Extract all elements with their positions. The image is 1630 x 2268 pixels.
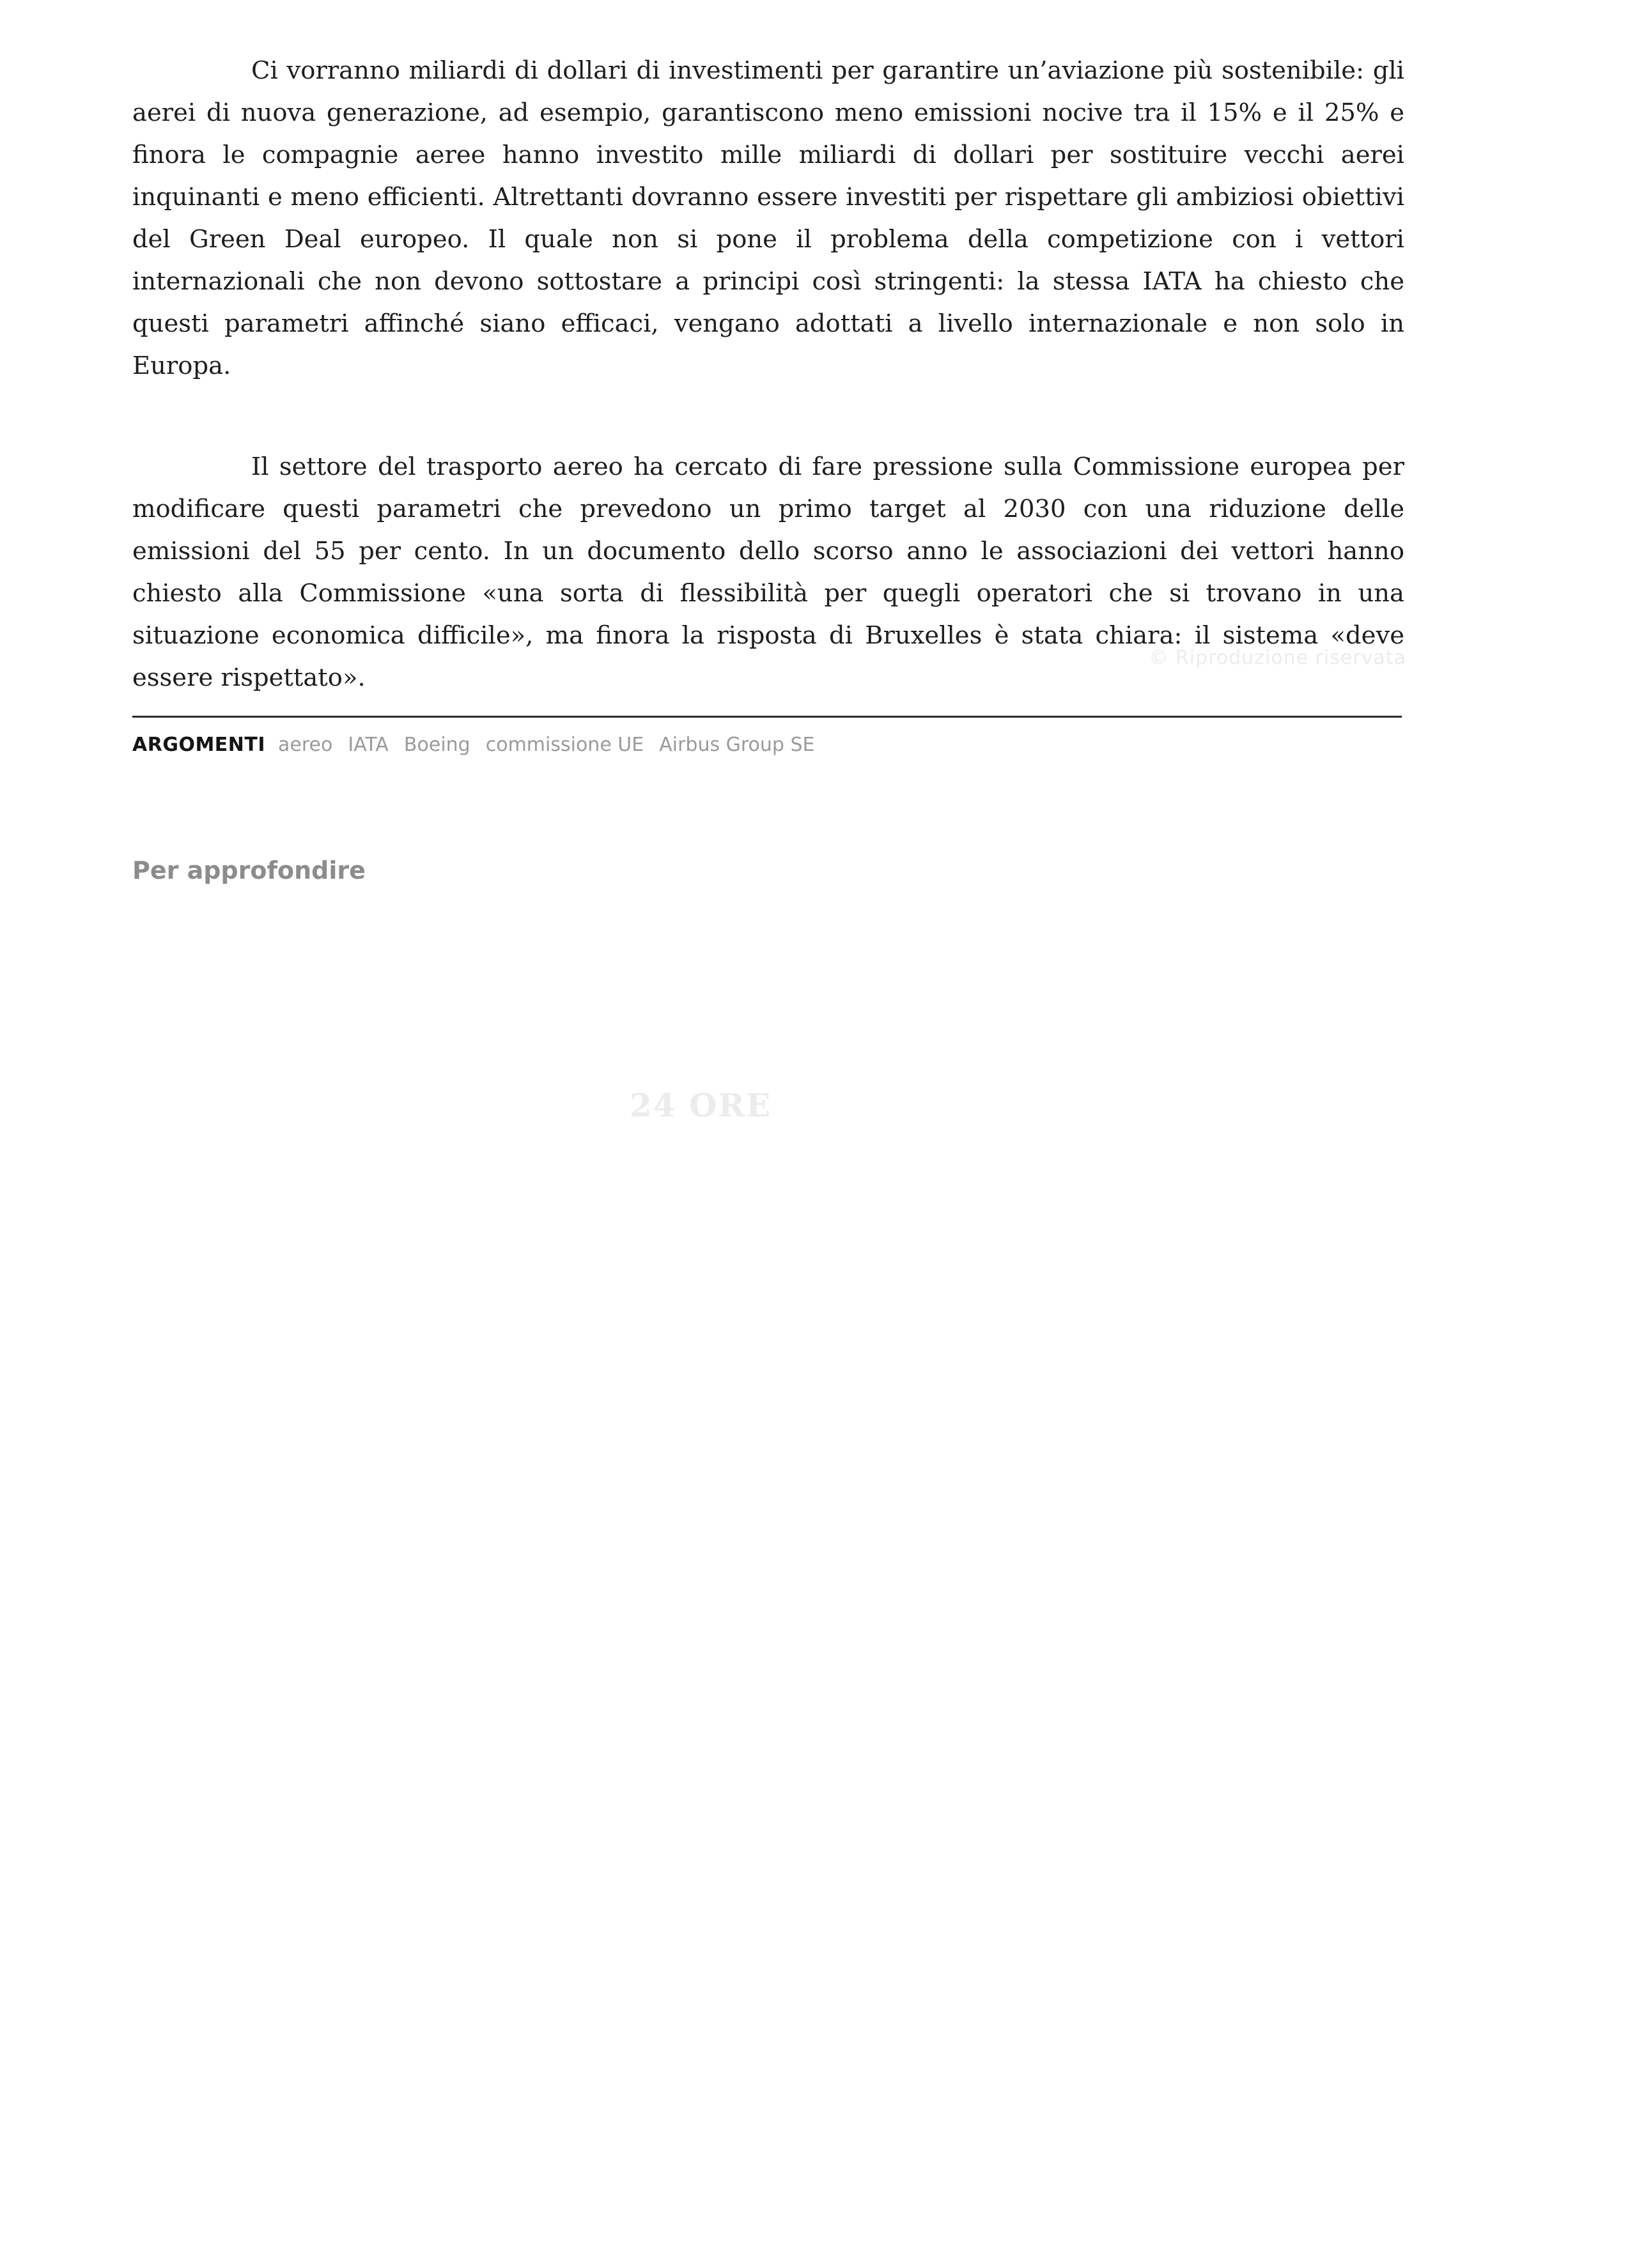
article-paragraph-2: Il settore del trasporto aereo ha cercato di fare pressione sulla Commissione europea per modificare questi parametri che prevedono un primo target al 2030 con una riduzione delle emissioni del 55 per cento. In un documento dello scorso anno le associazioni dei vettori hanno chiesto alla Commissione «una sorta di flessibilità per quegli operatori che si trovano in una situazione economica difficile», ma finora la risposta di Bruxelles è stata chiara: il sistema «deve essere rispettato». — [132, 452, 1404, 692]
topic-tag-airbus-group-se[interactable]: Airbus Group SE — [659, 734, 815, 756]
topic-tag-commissione-ue[interactable]: commissione UE — [485, 734, 644, 756]
show-through-mark: 24 ORE — [630, 1086, 772, 1124]
topic-tag-aereo[interactable]: aereo — [278, 734, 333, 756]
topic-tag-boeing[interactable]: Boeing — [403, 734, 470, 756]
copyright-notice: © Riproduzione riservata — [1149, 647, 1406, 669]
topics-bar — [132, 734, 830, 756]
topics-label: ARGOMENTI — [132, 734, 266, 756]
article-body — [132, 50, 1404, 699]
topics-divider — [132, 716, 1402, 718]
topic-tag-iata[interactable]: IATA — [348, 734, 389, 756]
related-heading: Per approfondire — [132, 856, 366, 884]
article-paragraph-1: Ci vorranno miliardi di dollari di investimenti per garantire un’aviazione più sostenibile: gli aerei di nuova generazione, ad esempio, garantiscono meno emissioni nocive tra il 15% e il 25% e finora le compagnie aeree hanno investito mille miliardi di dollari per sostituire vecchi aerei inquinanti e meno efficienti. Altrettanti dovranno essere investiti per rispettare gli ambiziosi obiettivi del Green Deal europeo. Il quale non si pone il problema della competizione con i vettori internazionali che non devono sottostare a principi così stringenti: la stessa IATA ha chiesto che questi parametri affinché siano efficaci, vengano adottati a livello internazionale e non solo in Europa. — [132, 56, 1404, 380]
